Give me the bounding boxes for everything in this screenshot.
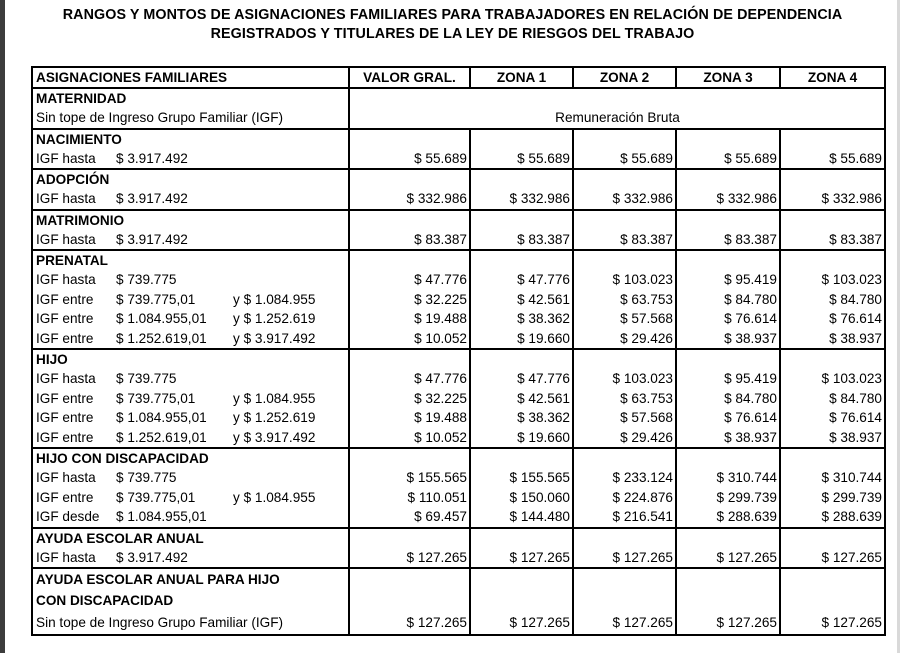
- table-row: [32, 189, 885, 210]
- row-label: IGF entre $ 1.252.619,01 y $ 3.917.492: [32, 329, 349, 350]
- value-cell: $ 76.614: [676, 309, 780, 329]
- header-cell: ZONA 3: [676, 67, 780, 88]
- window-left-edge: [0, 0, 5, 653]
- section-title: MATRIMONIO: [32, 210, 349, 230]
- row-label: IGF entre $ 739.775,01 y $ 1.084.955: [32, 488, 349, 508]
- value-cell: $ 84.780: [676, 389, 780, 409]
- value-cell: $ 19.488: [349, 309, 470, 329]
- value-cell: $ 155.565: [349, 468, 470, 488]
- value-cell: $ 103.023: [780, 369, 885, 389]
- value-cell: $ 38.937: [780, 428, 885, 449]
- value-cell: $ 76.614: [780, 408, 885, 428]
- row-label: Sin tope de Ingreso Grupo Familiar (IGF): [32, 611, 349, 635]
- table-row: [32, 149, 885, 170]
- value-cell: $ 310.744: [780, 468, 885, 488]
- table-row: [32, 507, 885, 528]
- section-title: NACIMIENTO: [32, 129, 349, 149]
- section-title: MATERNIDAD: [32, 88, 349, 108]
- section-header-maternidad: [32, 88, 885, 108]
- value-cell: $ 332.986: [676, 189, 780, 210]
- value-cell: $ 83.387: [470, 230, 573, 251]
- header-cell: ASIGNACIONES FAMILIARES: [32, 67, 349, 88]
- row-label: IGF hasta $ 739.775: [32, 369, 349, 389]
- value-cell: $ 42.561: [470, 290, 573, 310]
- value-cell: $ 95.419: [676, 270, 780, 290]
- merged-value: Remuneración Bruta: [349, 108, 885, 129]
- value-cell: $ 38.937: [676, 329, 780, 350]
- row-label: IGF entre $ 1.084.955,01 y $ 1.252.619: [32, 408, 349, 428]
- table-row: [32, 389, 885, 409]
- section-header-ayuda-escolar-discapacidad: [32, 568, 885, 590]
- table-row: [32, 270, 885, 290]
- section-title: PRENATAL: [32, 250, 349, 270]
- row-label: IGF hasta $ 739.775: [32, 468, 349, 488]
- value-cell: $ 127.265: [780, 611, 885, 635]
- value-cell: $ 47.776: [470, 369, 573, 389]
- row-label: IGF entre $ 1.252.619,01 y $ 3.917.492: [32, 428, 349, 449]
- value-cell: $ 103.023: [573, 270, 676, 290]
- row-label: IGF hasta $ 739.775: [32, 270, 349, 290]
- table-row: [32, 408, 885, 428]
- page-title: [5, 6, 900, 44]
- value-cell: $ 69.457: [349, 507, 470, 528]
- row-label: IGF hasta $ 3.917.492: [32, 548, 349, 569]
- value-cell: $ 332.986: [349, 189, 470, 210]
- section-title: ADOPCIÓN: [32, 169, 349, 189]
- value-cell: $ 76.614: [676, 408, 780, 428]
- value-cell: $ 55.689: [780, 149, 885, 170]
- table-row: [32, 108, 885, 129]
- value-cell: $ 29.426: [573, 428, 676, 449]
- section-header-hijo: [32, 349, 885, 369]
- value-cell: $ 32.225: [349, 290, 470, 310]
- value-cell: $ 127.265: [349, 548, 470, 569]
- value-cell: $ 29.426: [573, 329, 676, 350]
- section-title: HIJO: [32, 349, 349, 369]
- row-label: IGF entre $ 739.775,01 y $ 1.084.955: [32, 290, 349, 310]
- value-cell: $ 127.265: [573, 611, 676, 635]
- value-cell: $ 127.265: [780, 548, 885, 569]
- value-cell: $ 103.023: [573, 369, 676, 389]
- value-cell: $ 55.689: [349, 149, 470, 170]
- value-cell: $ 332.986: [573, 189, 676, 210]
- section-header-nacimiento: [32, 129, 885, 149]
- value-cell: $ 288.639: [676, 507, 780, 528]
- value-cell: $ 84.780: [780, 389, 885, 409]
- title-line-2: REGISTRADOS Y TITULARES DE LA LEY DE RIESGOS DEL TRABAJO: [210, 26, 695, 42]
- table-row: [32, 428, 885, 449]
- value-cell: $ 55.689: [573, 149, 676, 170]
- value-cell: $ 42.561: [470, 389, 573, 409]
- value-cell: $ 83.387: [676, 230, 780, 251]
- table-row: [32, 611, 885, 635]
- row-label: IGF entre $ 1.084.955,01 y $ 1.252.619: [32, 309, 349, 329]
- value-cell: $ 47.776: [470, 270, 573, 290]
- row-label: IGF entre $ 739.775,01 y $ 1.084.955: [32, 389, 349, 409]
- section-header-ayuda-escolar-discapacidad-cont: [32, 590, 885, 611]
- row-label: IGF hasta $ 3.917.492: [32, 230, 349, 251]
- value-cell: $ 38.937: [676, 428, 780, 449]
- table-row: [32, 369, 885, 389]
- value-cell: $ 55.689: [676, 149, 780, 170]
- value-cell: $ 10.052: [349, 329, 470, 350]
- section-header-adopcion: [32, 169, 885, 189]
- value-cell: $ 84.780: [780, 290, 885, 310]
- value-cell: $ 127.265: [470, 548, 573, 569]
- value-cell: $ 299.739: [676, 488, 780, 508]
- value-cell: $ 47.776: [349, 270, 470, 290]
- table-row: [32, 468, 885, 488]
- value-cell: $ 57.568: [573, 408, 676, 428]
- value-cell: $ 19.488: [349, 408, 470, 428]
- value-cell: $ 127.265: [676, 611, 780, 635]
- empty-cell: [349, 88, 885, 108]
- value-cell: $ 144.480: [470, 507, 573, 528]
- row-label: IGF hasta $ 3.917.492: [32, 149, 349, 170]
- value-cell: $ 83.387: [349, 230, 470, 251]
- table-row: [32, 290, 885, 310]
- value-cell: $ 332.986: [470, 189, 573, 210]
- value-cell: $ 76.614: [780, 309, 885, 329]
- value-cell: $ 127.265: [676, 548, 780, 569]
- row-label: IGF desde $ 1.084.955,01: [32, 507, 349, 528]
- value-cell: $ 32.225: [349, 389, 470, 409]
- section-header-prenatal: [32, 250, 885, 270]
- value-cell: $ 10.052: [349, 428, 470, 449]
- header-row: [32, 67, 885, 88]
- value-cell: $ 155.565: [470, 468, 573, 488]
- value-cell: $ 288.639: [780, 507, 885, 528]
- value-cell: $ 63.753: [573, 389, 676, 409]
- value-cell: $ 83.387: [573, 230, 676, 251]
- table-row: [32, 309, 885, 329]
- value-cell: $ 127.265: [573, 548, 676, 569]
- value-cell: $ 38.937: [780, 329, 885, 350]
- section-header-matrimonio: [32, 210, 885, 230]
- value-cell: $ 150.060: [470, 488, 573, 508]
- section-title: HIJO CON DISCAPACIDAD: [32, 448, 349, 468]
- value-cell: $ 216.541: [573, 507, 676, 528]
- allowances-table: [31, 66, 886, 636]
- row-label: IGF hasta $ 3.917.492: [32, 189, 349, 210]
- header-cell: ZONA 2: [573, 67, 676, 88]
- section-header-ayuda-escolar: [32, 528, 885, 548]
- section-title: CON DISCAPACIDAD: [32, 590, 349, 611]
- value-cell: $ 127.265: [470, 611, 573, 635]
- header-cell: VALOR GRAL.: [349, 67, 470, 88]
- table-row: [32, 230, 885, 251]
- section-header-hijo-discapacidad: [32, 448, 885, 468]
- value-cell: $ 38.362: [470, 309, 573, 329]
- value-cell: $ 19.660: [470, 428, 573, 449]
- table-row: [32, 548, 885, 569]
- header-cell: ZONA 4: [780, 67, 885, 88]
- value-cell: $ 38.362: [470, 408, 573, 428]
- header-cell: ZONA 1: [470, 67, 573, 88]
- value-cell: $ 95.419: [676, 369, 780, 389]
- value-cell: $ 83.387: [780, 230, 885, 251]
- value-cell: $ 224.876: [573, 488, 676, 508]
- table-row: [32, 488, 885, 508]
- value-cell: $ 310.744: [676, 468, 780, 488]
- section-title: AYUDA ESCOLAR ANUAL: [32, 528, 349, 548]
- section-title: AYUDA ESCOLAR ANUAL PARA HIJO: [32, 568, 349, 590]
- value-cell: $ 84.780: [676, 290, 780, 310]
- value-cell: $ 299.739: [780, 488, 885, 508]
- value-cell: $ 233.124: [573, 468, 676, 488]
- row-label: Sin tope de Ingreso Grupo Familiar (IGF): [32, 108, 349, 129]
- value-cell: $ 47.776: [349, 369, 470, 389]
- title-line-1: RANGOS Y MONTOS DE ASIGNACIONES FAMILIARES PARA TRABAJADORES EN RELACIÓN DE DEPENDENCIA: [62, 7, 843, 23]
- value-cell: $ 110.051: [349, 488, 470, 508]
- value-cell: $ 332.986: [780, 189, 885, 210]
- value-cell: $ 127.265: [349, 611, 470, 635]
- value-cell: $ 55.689: [470, 149, 573, 170]
- value-cell: $ 57.568: [573, 309, 676, 329]
- table-row: [32, 329, 885, 350]
- value-cell: $ 63.753: [573, 290, 676, 310]
- value-cell: $ 103.023: [780, 270, 885, 290]
- value-cell: $ 19.660: [470, 329, 573, 350]
